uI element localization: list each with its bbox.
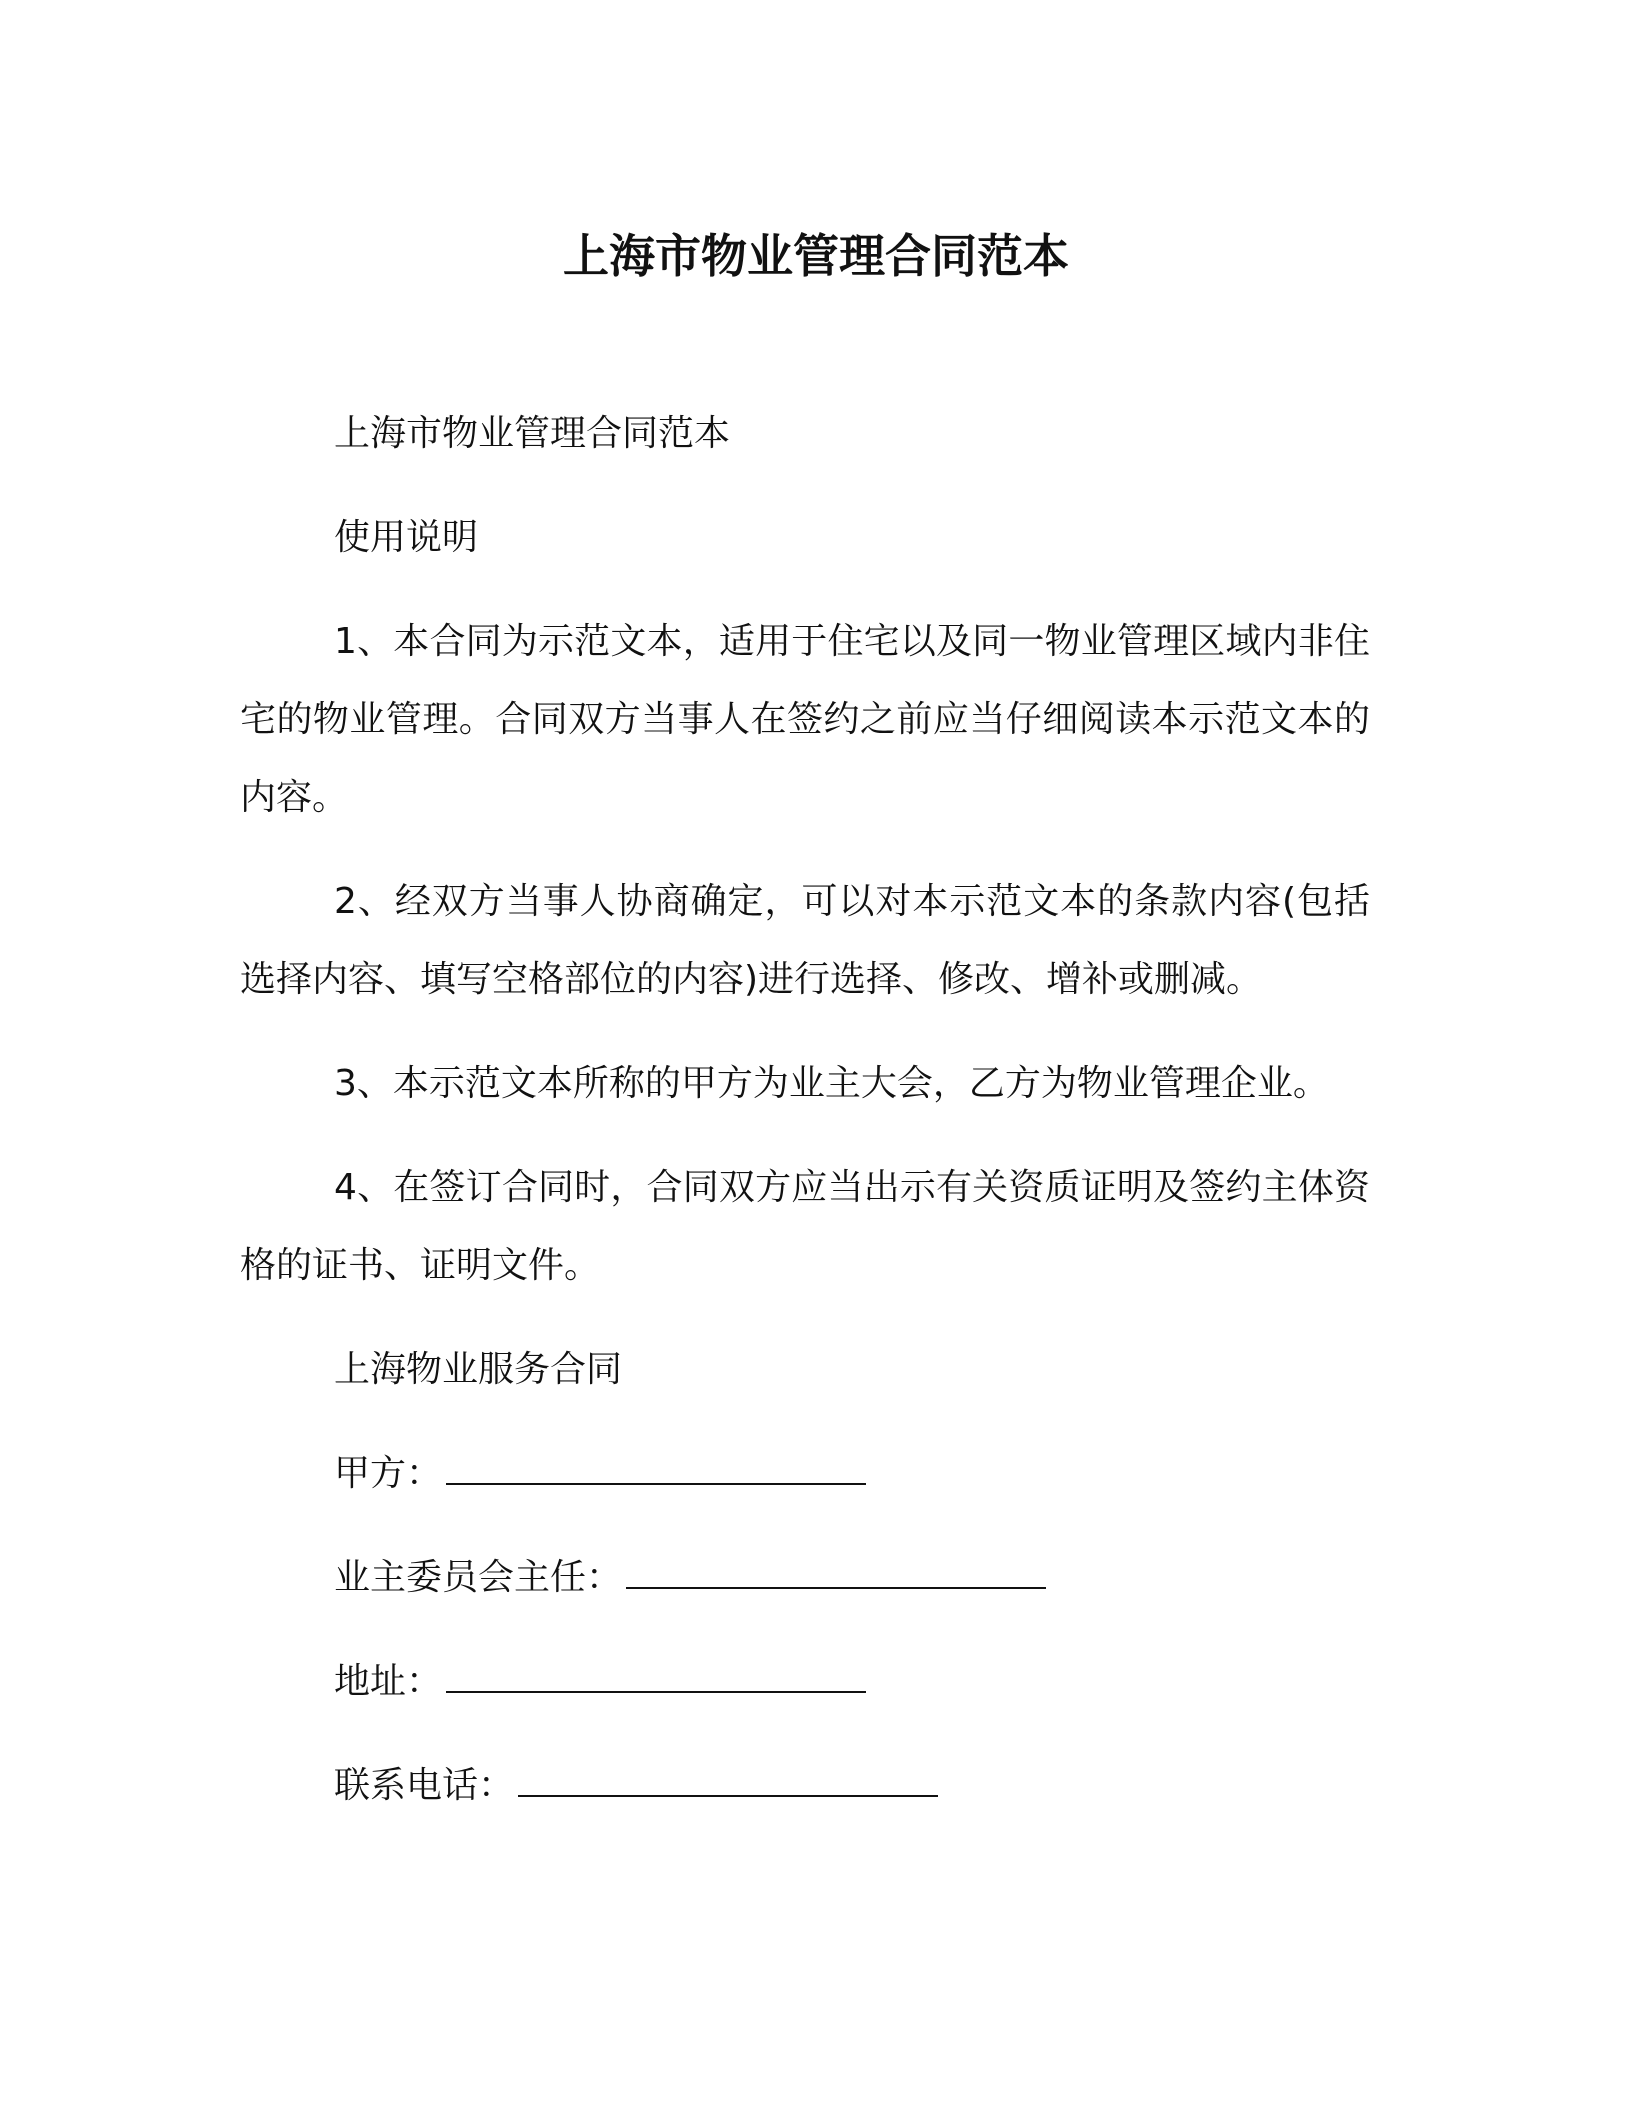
- party-a-field: [240, 1435, 1370, 1513]
- address-label: 地址：: [334, 1661, 443, 1702]
- phone-label: 联系电话：: [334, 1765, 515, 1806]
- document-title: 上海市物业管理合同范本: [563, 229, 1069, 283]
- instruction-item-1: 1、本合同为示范文本，适用于住宅以及同一物业管理区域内非住宅的物业管理。合同双方当事人在签约之前应当仔细阅读本示范文本的内容。: [240, 621, 1370, 818]
- instruction-item-2: 2、经双方当事人协商确定，可以对本示范文本的条款内容(包括选择内容、填写空格部位的内容)进行选择、修改、增补或删减。: [240, 881, 1370, 1000]
- address-blank: [446, 1661, 866, 1693]
- phone-field: [240, 1747, 1370, 1825]
- party-a-label: 甲方：: [334, 1453, 443, 1494]
- phone-blank: [518, 1765, 938, 1797]
- party-a-blank: [446, 1453, 866, 1485]
- document-subtitle: 上海市物业管理合同范本: [334, 413, 731, 454]
- document-body: [240, 395, 1370, 1851]
- instructions-heading: 使用说明: [334, 517, 479, 558]
- address-field: [240, 1643, 1370, 1721]
- committee-director-field: [240, 1539, 1370, 1617]
- contract-heading: 上海物业服务合同: [334, 1349, 623, 1390]
- instruction-item-4: 4、在签订合同时，合同双方应当出示有关资质证明及签约主体资格的证书、证明文件。: [240, 1167, 1370, 1286]
- instruction-item-3: 3、本示范文本所称的甲方为业主大会，乙方为物业管理企业。: [334, 1063, 1329, 1104]
- committee-director-blank: [626, 1557, 1046, 1589]
- committee-director-label: 业主委员会主任：: [334, 1557, 623, 1598]
